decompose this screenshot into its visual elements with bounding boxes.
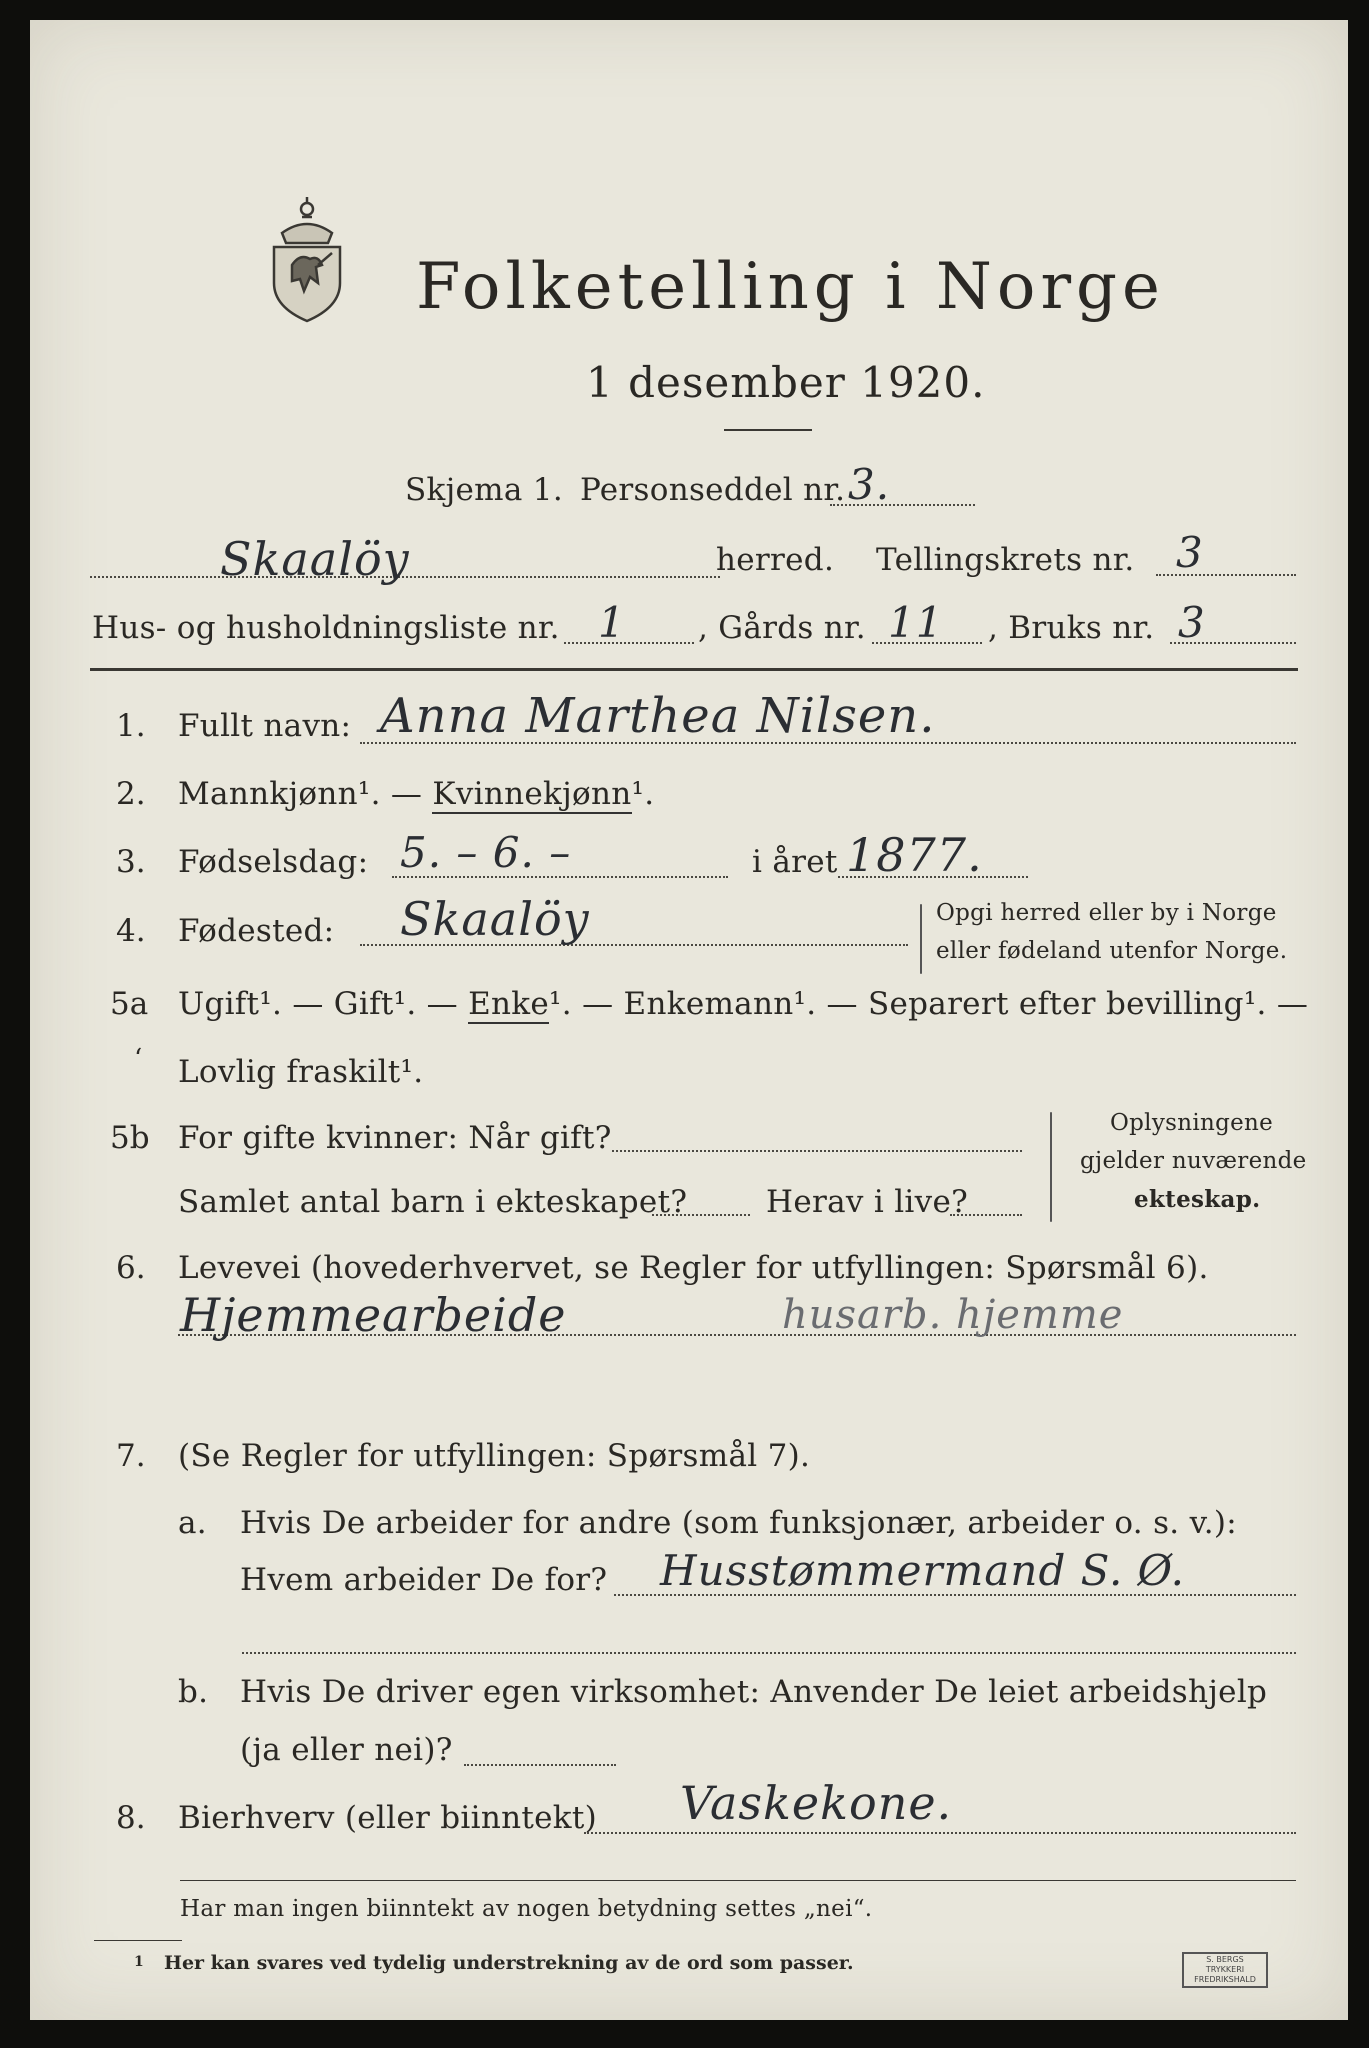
- q5a-options-a: Ugift¹. — Gift¹. —: [178, 986, 469, 1022]
- q5a-line-2: Lovlig fraskilt¹.: [178, 1054, 424, 1090]
- herred-label: herred.: [716, 542, 835, 578]
- q4-label: Fødested:: [178, 913, 335, 949]
- q5b-line-1: For gifte kvinner: Når gift?: [178, 1120, 612, 1156]
- q7a-line-2: Hvem arbeider De for?: [240, 1562, 608, 1598]
- q5b-line-2b: Herav i live?: [766, 1184, 969, 1220]
- personseddel-label: Personseddel nr.: [580, 472, 846, 508]
- printer-stamp-line-1: S. BERGS TRYKKERI: [1205, 1955, 1245, 1974]
- birth-day-value: 5. – 6. –: [400, 828, 572, 877]
- q7b-number: b.: [178, 1674, 209, 1710]
- schema-label: Skjema 1.: [405, 472, 563, 508]
- q5b-line-2a: Samlet antal barn i ekteskapet?: [178, 1184, 688, 1220]
- q5b-number: 5b: [110, 1120, 150, 1156]
- q7b-line-1: Hvis De driver egen virksomhet: Anvender De leiet arbeidshjelp: [240, 1674, 1268, 1710]
- census-date: 1 desember 1920.: [586, 358, 986, 407]
- footer-divider: [180, 1880, 1296, 1881]
- q2-female-option: Kvinnekjønn: [432, 776, 632, 812]
- bruks-label: , Bruks nr.: [988, 610, 1155, 646]
- census-form: [30, 20, 1348, 2020]
- q5b-note-3: ekteskap.: [1134, 1186, 1261, 1213]
- printer-stamp-line-2: FREDRIKSHALD: [1194, 1975, 1256, 1984]
- q7a-line-1: Hvis De arbeider for andre (som funksjonær, arbeider o. s. v.):: [240, 1505, 1238, 1541]
- q2-male-option: Mannkjønn¹. —: [178, 776, 433, 812]
- husliste-value: 1: [598, 598, 626, 647]
- form-title: Folketelling i Norge: [416, 250, 1165, 324]
- q8-line: [584, 1832, 1296, 1834]
- q3-number: 3.: [116, 844, 146, 880]
- q7a-extra-line: [242, 1652, 1296, 1654]
- bruks-value: 3: [1178, 598, 1206, 647]
- footnote-divider: [94, 1940, 182, 1941]
- title-divider: [724, 429, 812, 431]
- coat-of-arms-icon: [252, 195, 362, 325]
- q5a-number: 5a: [110, 986, 149, 1022]
- side-occupation-value: Vaskekone.: [680, 1776, 953, 1830]
- header-divider: [90, 668, 1298, 671]
- tellingskrets-value: 3: [1176, 528, 1204, 577]
- herred-value: Skaalöy: [220, 532, 410, 586]
- employer-value: Husstømmermand S. Ø.: [660, 1546, 1185, 1595]
- q5b-note-1: Oplysningene: [1110, 1110, 1274, 1136]
- q5a-enke-option: Enke: [468, 986, 550, 1022]
- q3-year-label: i året: [752, 844, 838, 880]
- tellingskrets-label: Tellingskrets nr.: [876, 542, 1135, 578]
- q2-suffix: ¹.: [631, 776, 655, 812]
- q5a-line-1: [178, 986, 1308, 1022]
- q8-number: 8.: [116, 1800, 146, 1836]
- footer-note: Har man ingen biinntekt av nogen betydning settes „nei“.: [180, 1896, 873, 1922]
- q1-number: 1.: [116, 708, 146, 744]
- q5b-alive-line: [950, 1214, 1022, 1216]
- q7-label: (Se Regler for utfyllingen: Spørsmål 7).: [178, 1438, 811, 1474]
- q4-note-2: eller fødeland utenfor Norge.: [936, 938, 1288, 964]
- husliste-label: Hus- og husholdningsliste nr.: [92, 610, 560, 646]
- occupation-value: Hjemmearbeide: [180, 1288, 567, 1342]
- full-name-value: Anna Marthea Nilsen.: [380, 688, 936, 744]
- q7b-line-2: (ja eller nei)?: [240, 1732, 453, 1768]
- q5b-married-line: [612, 1150, 1022, 1152]
- q2-label: [178, 776, 654, 812]
- q6-label: Levevei (hovederhvervet, se Regler for utfyllingen: Spørsmål 6).: [178, 1250, 1209, 1286]
- personseddel-value: 3.: [848, 460, 891, 509]
- q5b-brace: [1050, 1112, 1052, 1222]
- q7-number: 7.: [116, 1438, 146, 1474]
- gards-value: 11: [888, 598, 944, 647]
- q5b-note-2: gjelder nuværende: [1080, 1148, 1307, 1174]
- printer-stamp: [1182, 1952, 1268, 1988]
- q1-label: Fullt navn:: [178, 708, 352, 744]
- q4-note-1: Opgi herred eller by i Norge: [936, 900, 1277, 926]
- q7b-line: [464, 1764, 616, 1766]
- q4-brace: [920, 904, 922, 974]
- q2-number: 2.: [116, 776, 146, 812]
- q4-number: 4.: [116, 913, 146, 949]
- q3-label: Fødselsdag:: [178, 844, 369, 880]
- gards-label: , Gårds nr.: [698, 610, 866, 646]
- q5a-options-c: ¹. — Enkemann¹. — Separert efter bevilling¹. —: [549, 986, 1309, 1022]
- q8-label: Bierhverv (eller biinntekt): [178, 1800, 598, 1836]
- q6-number: 6.: [116, 1250, 146, 1286]
- husliste-line: [564, 642, 694, 644]
- footnote-text: Her kan svares ved tydelig understrekning av de ord som passer.: [164, 1952, 854, 1974]
- birth-year-value: 1877.: [846, 828, 983, 882]
- q5b-children-line: [652, 1214, 750, 1216]
- q5a-tick-mark: ‘: [134, 1044, 143, 1074]
- footnote-mark: 1: [134, 1954, 144, 1970]
- occupation-annotation: husarb. hjemme: [782, 1292, 1124, 1338]
- q7a-number: a.: [178, 1505, 207, 1541]
- birthplace-value: Skaalöy: [400, 892, 590, 946]
